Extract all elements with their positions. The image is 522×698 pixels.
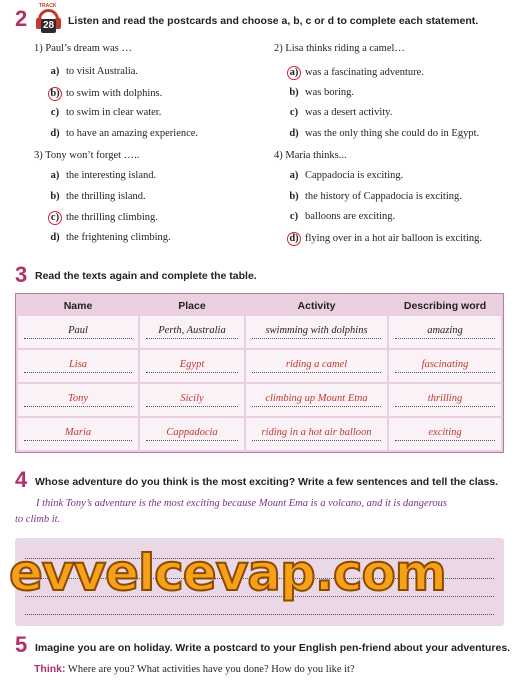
dotted-line xyxy=(252,372,381,373)
table-cell[interactable] xyxy=(246,418,387,450)
option-letter: b) xyxy=(289,190,299,202)
section-2-number: 2 xyxy=(15,6,28,31)
table-cell[interactable] xyxy=(18,418,138,450)
answer-option[interactable] xyxy=(287,107,392,118)
question-stem: 1) Paul’s dream was … xyxy=(34,43,132,54)
option-text: to swim in clear water. xyxy=(66,107,162,118)
option-text: the thrilling climbing. xyxy=(66,212,158,223)
option-letter: d) xyxy=(50,127,60,139)
table-cell[interactable] xyxy=(389,350,501,382)
table-cell[interactable] xyxy=(140,418,244,450)
track-number: 28 xyxy=(42,20,55,31)
answer-line-1: I think Tony’s adventure is the most exciting because Mount Ema is a volcano, and it is dangerous xyxy=(36,498,448,509)
option-letter: d) xyxy=(289,127,299,139)
table-cell[interactable] xyxy=(246,316,387,348)
option-text: Cappadocia is exciting. xyxy=(305,170,404,181)
dotted-line xyxy=(395,372,495,373)
dotted-line xyxy=(395,406,495,407)
answer-option[interactable] xyxy=(287,66,424,80)
dotted-line xyxy=(146,338,238,339)
think-label: Think: xyxy=(34,663,66,675)
dotted-line xyxy=(146,440,238,441)
table-cell-value: Maria xyxy=(64,427,92,438)
table-cell-value: Egypt xyxy=(179,359,205,370)
table-cell-value: Lisa xyxy=(68,359,88,370)
header-activity: Activity xyxy=(297,300,336,312)
section-3-number: 3 xyxy=(15,262,28,287)
selected-option-letter: c) xyxy=(48,211,62,225)
option-text: was a desert activity. xyxy=(305,107,393,118)
table-cell[interactable] xyxy=(18,350,138,382)
option-text: to swim with dolphins. xyxy=(66,87,163,99)
option-letter: c) xyxy=(50,107,60,118)
table-cell-value: Cappadocia xyxy=(166,427,218,438)
option-letter: b) xyxy=(50,190,60,202)
question-stem: 2) Lisa thinks riding a camel… xyxy=(274,43,405,54)
answer-option[interactable] xyxy=(48,66,138,77)
option-letter: c) xyxy=(289,107,299,118)
option-letter: a) xyxy=(50,66,60,77)
dotted-line xyxy=(252,338,381,339)
watermark-logo: evvelcevap.com xyxy=(9,544,446,602)
option-letter: a) xyxy=(289,170,299,181)
table-cell-value: thrilling xyxy=(427,393,463,404)
answer-option[interactable] xyxy=(48,128,198,139)
table-cell-value: Perth, Australia xyxy=(158,325,226,336)
option-letter: a) xyxy=(50,170,60,181)
table-cell-value: riding in a hot air balloon xyxy=(261,427,372,438)
option-letter: b) xyxy=(289,86,299,98)
answer-line-2: to climb it. xyxy=(15,514,61,525)
dotted-line xyxy=(252,406,381,407)
option-letter: c) xyxy=(289,211,299,222)
table-cell[interactable] xyxy=(18,316,138,348)
dotted-line xyxy=(146,406,238,407)
answer-option[interactable] xyxy=(287,170,403,181)
selected-option-letter: b) xyxy=(48,87,62,101)
dotted-line xyxy=(24,372,132,373)
option-letter: d) xyxy=(50,231,60,243)
question-stem: 4) Maria thinks... xyxy=(274,150,347,161)
table-cell-value: amazing xyxy=(427,325,463,336)
table-cell-value: exciting xyxy=(428,427,462,438)
answer-option[interactable] xyxy=(48,232,171,243)
track-label: TRACK xyxy=(39,3,57,9)
option-text: balloons are exciting. xyxy=(305,211,396,222)
header-describing-word: Describing word xyxy=(403,300,487,312)
write-line xyxy=(25,614,494,615)
selected-option-letter: d) xyxy=(287,232,301,246)
section-5-number: 5 xyxy=(15,632,28,657)
answer-option[interactable] xyxy=(287,87,354,98)
table-cell[interactable] xyxy=(140,384,244,416)
table-cell-value: fascinating xyxy=(421,359,469,370)
option-text: the thrilling island. xyxy=(66,190,146,202)
answer-option[interactable] xyxy=(48,211,158,225)
answer-option[interactable] xyxy=(287,211,395,222)
table-cell-value: swimming with dolphins xyxy=(265,325,368,336)
dotted-line xyxy=(24,440,132,441)
option-text: flying over in a hot air balloon is exciting. xyxy=(305,232,483,244)
dotted-line xyxy=(252,440,381,441)
section-5-heading: Imagine you are on holiday. Write a postcard to your English pen-friend about your adventures. xyxy=(35,642,511,654)
table-cell-value: Tony xyxy=(67,393,89,404)
table-cell-value: climbing up Mount Etna xyxy=(265,393,368,404)
section-4-number: 4 xyxy=(15,467,28,492)
answer-option[interactable] xyxy=(287,191,462,202)
dotted-line xyxy=(24,406,132,407)
header-name: Name xyxy=(63,300,93,312)
header-place: Place xyxy=(178,300,206,312)
question-stem: 3) Tony won’t forget ….. xyxy=(34,150,140,161)
option-text: the history of Cappadocia is exciting. xyxy=(305,190,462,202)
table-cell[interactable] xyxy=(246,384,387,416)
option-text: to have an amazing experience. xyxy=(66,127,199,139)
option-text: to visit Australia. xyxy=(66,66,139,77)
answer-option[interactable] xyxy=(287,128,479,139)
option-text: was the only thing she could do in Egypt. xyxy=(305,127,480,139)
adventure-table xyxy=(15,293,504,453)
section-3-heading: Read the texts again and complete the table. xyxy=(35,270,257,282)
table-cell-value: riding a camel xyxy=(285,359,348,370)
answer-option[interactable] xyxy=(48,170,156,181)
answer-option[interactable] xyxy=(48,191,146,202)
table-cell[interactable] xyxy=(140,316,244,348)
table-cell[interactable] xyxy=(389,316,501,348)
table-cell[interactable] xyxy=(140,350,244,382)
table-cell-value: Paul xyxy=(68,325,88,336)
section-4-heading: Whose adventure do you think is the most exciting? Write a few sentences and tell the class. xyxy=(35,476,499,488)
headphones-icon[interactable] xyxy=(35,3,62,34)
answer-option[interactable] xyxy=(48,87,162,101)
option-text: was boring. xyxy=(305,86,354,98)
answer-option[interactable] xyxy=(48,107,161,118)
dotted-line xyxy=(395,338,495,339)
option-text: was a fascinating adventure. xyxy=(305,67,424,78)
table-cell[interactable] xyxy=(246,350,387,382)
option-text: the frightening climbing. xyxy=(66,231,171,243)
table-cell[interactable] xyxy=(18,384,138,416)
selected-option-letter: a) xyxy=(287,66,301,80)
table-cell[interactable] xyxy=(389,384,501,416)
table-cell[interactable] xyxy=(389,418,501,450)
dotted-line xyxy=(146,372,238,373)
option-text: the interesting island. xyxy=(66,170,157,181)
section-2-heading: Listen and read the postcards and choose a, b, c or d to complete each statement. xyxy=(68,15,479,27)
answer-option[interactable] xyxy=(287,232,482,246)
think-text: Where are you? What activities have you done? How do you like it? xyxy=(65,664,355,675)
think-prompt xyxy=(34,663,355,675)
dotted-line xyxy=(395,440,495,441)
dotted-line xyxy=(24,338,132,339)
table-cell-value: Sicily xyxy=(180,393,204,404)
